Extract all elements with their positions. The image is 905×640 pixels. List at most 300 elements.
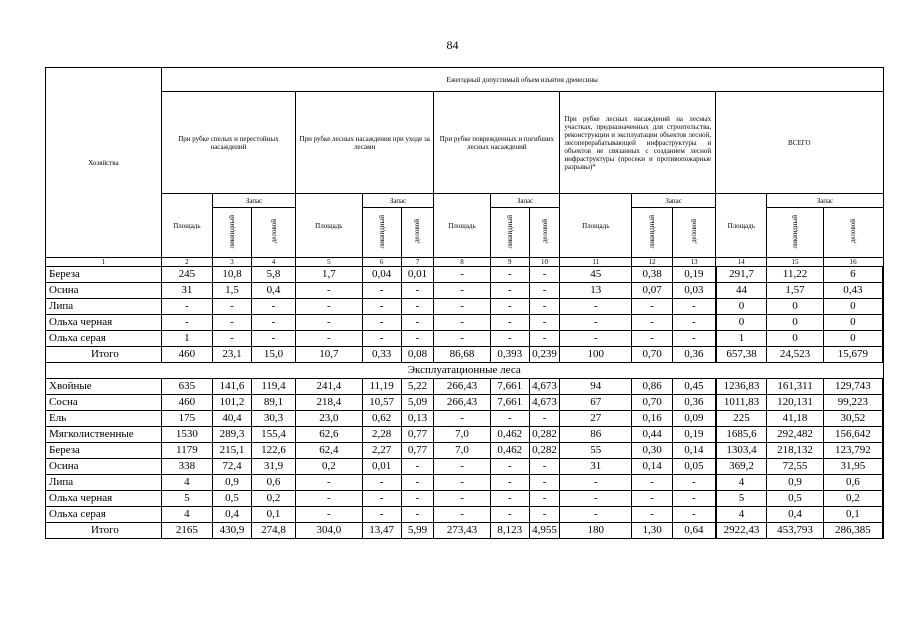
table-cell: 100 [560, 347, 632, 363]
table-cell: 1,57 [767, 283, 823, 299]
table-cell: 0,1 [251, 507, 295, 523]
table-cell: - [296, 507, 363, 523]
table-cell: 0,30 [632, 443, 673, 459]
table-cell: 2,28 [362, 427, 401, 443]
table-cell: - [529, 411, 560, 427]
table-cell: 0,2 [251, 491, 295, 507]
table-cell: 0 [716, 315, 767, 331]
table-cell: 0,01 [401, 267, 434, 283]
table-cell: 0,36 [673, 347, 716, 363]
table-cell: - [490, 491, 529, 507]
table-cell: 62,4 [296, 443, 363, 459]
table-cell: 0,14 [632, 459, 673, 475]
row-label: Липа [46, 475, 162, 491]
row-label: Хвойные [46, 379, 162, 395]
table-cell: - [401, 299, 434, 315]
table-cell: 8,123 [490, 523, 529, 539]
table-cell: 1179 [161, 443, 212, 459]
table-cell: - [632, 507, 673, 523]
table-cell: 0,33 [362, 347, 401, 363]
table-cell: 241,4 [296, 379, 363, 395]
table-cell: 86,68 [434, 347, 490, 363]
table-cell: 0,239 [529, 347, 560, 363]
table-cell: 0 [767, 331, 823, 347]
table-cell: 86 [560, 427, 632, 443]
column-number: 14 [716, 258, 767, 267]
area-header: Площадь [716, 194, 767, 258]
table-cell: 4 [161, 507, 212, 523]
group-header-infrastructure: При рубке лесных насаждений на лесных участках, предназначенных для строительства, реконструкции и эксплуатации объектов лесной, лесоперерабатывающей инфраструктуры и объектов не связанных с созданием лесной инфраструктуры (просеки и противопожарные разрывы)* [560, 92, 716, 194]
table-cell: - [362, 299, 401, 315]
table-cell: - [251, 299, 295, 315]
table-cell: 1,30 [632, 523, 673, 539]
table-cell: 0,4 [767, 507, 823, 523]
column-number: 4 [251, 258, 295, 267]
table-cell: - [296, 475, 363, 491]
table-cell: - [673, 475, 716, 491]
table-cell: 0,07 [632, 283, 673, 299]
table-cell: - [490, 459, 529, 475]
table-cell: 0,5 [767, 491, 823, 507]
table-cell: 7,661 [490, 379, 529, 395]
table-cell: - [632, 475, 673, 491]
table-cell: 1303,4 [716, 443, 767, 459]
section1-body [46, 267, 884, 363]
table-cell: 0,4 [213, 507, 252, 523]
table-row [46, 523, 884, 539]
table-cell: - [362, 331, 401, 347]
table-cell: 99,223 [823, 395, 883, 411]
table-cell: 161,311 [767, 379, 823, 395]
table-cell: 0,04 [362, 267, 401, 283]
table-cell: 94 [560, 379, 632, 395]
row-label: Ольха серая [46, 507, 162, 523]
column-number: 5 [296, 258, 363, 267]
table-cell: 304,0 [296, 523, 363, 539]
table-cell: 4,673 [529, 379, 560, 395]
column-number: 3 [213, 258, 252, 267]
table-cell: - [362, 315, 401, 331]
table-row [46, 283, 884, 299]
table-cell: 7,661 [490, 395, 529, 411]
table-cell: 31,9 [251, 459, 295, 475]
table-cell: 1,5 [213, 283, 252, 299]
table-cell: 291,7 [716, 267, 767, 283]
table-cell: - [401, 507, 434, 523]
table-cell: 41,18 [767, 411, 823, 427]
table-cell: 0,64 [673, 523, 716, 539]
table-cell: 30,52 [823, 411, 883, 427]
table-cell: 0,462 [490, 427, 529, 443]
table-cell: 0,05 [673, 459, 716, 475]
table-cell: - [296, 331, 363, 347]
table-cell: 0,1 [823, 507, 883, 523]
table-cell: - [560, 475, 632, 491]
table-cell: - [296, 315, 363, 331]
table-cell: 62,6 [296, 427, 363, 443]
table-cell: 0,16 [632, 411, 673, 427]
table-cell: - [529, 459, 560, 475]
table-cell: 44 [716, 283, 767, 299]
liquid-header: ликвидный [648, 214, 657, 249]
row-label: Ольха черная [46, 491, 162, 507]
table-cell: 72,4 [213, 459, 252, 475]
table-cell: - [434, 507, 490, 523]
table-cell: 7,0 [434, 427, 490, 443]
table-cell: 55 [560, 443, 632, 459]
table-cell: 2,27 [362, 443, 401, 459]
table-cell: 430,9 [213, 523, 252, 539]
table-cell: - [490, 299, 529, 315]
table-cell: 2922,43 [716, 523, 767, 539]
area-header: Площадь [296, 194, 363, 258]
table-cell: 72,55 [767, 459, 823, 475]
table-row [46, 411, 884, 427]
table-cell: - [490, 315, 529, 331]
table-cell: 292,482 [767, 427, 823, 443]
row-label: Мягколиственные [46, 427, 162, 443]
table-cell: - [213, 299, 252, 315]
table-cell: - [632, 315, 673, 331]
table-cell: 0,9 [767, 475, 823, 491]
table-cell: 0 [823, 331, 883, 347]
table-cell: 0 [767, 315, 823, 331]
table-cell: 0,38 [632, 267, 673, 283]
table-cell: 1011,83 [716, 395, 767, 411]
table-cell: 0 [767, 299, 823, 315]
table-cell: 180 [560, 523, 632, 539]
table-cell: 156,642 [823, 427, 883, 443]
table-cell: - [673, 491, 716, 507]
table-cell: 0,09 [673, 411, 716, 427]
table-cell: 245 [161, 267, 212, 283]
harvest-volume-table [45, 67, 884, 539]
table-cell: - [490, 411, 529, 427]
table-cell: 0,282 [529, 443, 560, 459]
table-cell: 0,14 [673, 443, 716, 459]
stock-header: Запас [632, 194, 716, 208]
stock-header: Запас [362, 194, 434, 208]
table-cell: 0 [823, 315, 883, 331]
table-cell: 23,0 [296, 411, 363, 427]
table-cell: - [296, 491, 363, 507]
table-cell: 0,2 [823, 491, 883, 507]
table-cell: 4,955 [529, 523, 560, 539]
table-cell: 5,8 [251, 267, 295, 283]
table-cell: 0,86 [632, 379, 673, 395]
table-cell: - [362, 475, 401, 491]
table-cell: 5,22 [401, 379, 434, 395]
table-row [46, 459, 884, 475]
table-row [46, 443, 884, 459]
table-cell: - [251, 315, 295, 331]
table-cell: 225 [716, 411, 767, 427]
area-header: Площадь [434, 194, 490, 258]
table-cell: - [362, 491, 401, 507]
table-cell: 4,673 [529, 395, 560, 411]
annual-volume-header: Ежегодный допустимый объем изъятия древесины [161, 68, 883, 92]
row-label: Ольха серая [46, 331, 162, 347]
table-cell: 122,6 [251, 443, 295, 459]
table-cell: 1 [161, 331, 212, 347]
table-cell: 7,0 [434, 443, 490, 459]
table-cell: 273,43 [434, 523, 490, 539]
column-number: 6 [362, 258, 401, 267]
row-label: Ольха черная [46, 315, 162, 331]
table-cell: 0,45 [673, 379, 716, 395]
table-cell: - [529, 475, 560, 491]
table-cell: 31,95 [823, 459, 883, 475]
table-cell: 101,2 [213, 395, 252, 411]
table-cell: - [434, 315, 490, 331]
table-cell: 0,62 [362, 411, 401, 427]
table-cell: 120,131 [767, 395, 823, 411]
table-cell: 40,4 [213, 411, 252, 427]
table-cell: 13 [560, 283, 632, 299]
table-cell: 4 [161, 475, 212, 491]
table-cell: - [401, 331, 434, 347]
table-cell: 0,01 [362, 459, 401, 475]
table-cell: - [434, 411, 490, 427]
table-cell: 635 [161, 379, 212, 395]
table-cell: 45 [560, 267, 632, 283]
table-cell: 0,4 [251, 283, 295, 299]
table-cell: 0,462 [490, 443, 529, 459]
table-cell: - [529, 507, 560, 523]
table-cell: - [529, 315, 560, 331]
table-cell: - [401, 315, 434, 331]
table-cell: 10,8 [213, 267, 252, 283]
table-cell: 0 [716, 299, 767, 315]
table-cell: 89,1 [251, 395, 295, 411]
table-cell: - [560, 299, 632, 315]
table-cell: 338 [161, 459, 212, 475]
table-cell: - [560, 491, 632, 507]
table-cell: - [434, 299, 490, 315]
owner-header: Хозяйства [46, 68, 162, 258]
column-number: 11 [560, 258, 632, 267]
column-number-row [46, 258, 884, 267]
column-number: 9 [490, 258, 529, 267]
table-cell: 11,19 [362, 379, 401, 395]
business-header: деловой [540, 219, 549, 244]
column-number: 1 [46, 258, 162, 267]
table-cell: 1 [716, 331, 767, 347]
table-cell: 5,09 [401, 395, 434, 411]
business-header: деловой [413, 219, 422, 244]
table-cell: 10,7 [296, 347, 363, 363]
table-cell: 0,77 [401, 443, 434, 459]
business-header: деловой [690, 219, 699, 244]
table-cell: - [161, 299, 212, 315]
table-cell: - [529, 491, 560, 507]
table-cell: 5,99 [401, 523, 434, 539]
table-cell: - [296, 283, 363, 299]
group-header-total: ВСЕГО [716, 92, 883, 194]
table-cell: 266,43 [434, 395, 490, 411]
table-cell: - [673, 331, 716, 347]
column-number: 10 [529, 258, 560, 267]
table-row [46, 267, 884, 283]
table-row [46, 507, 884, 523]
table-cell: 0,77 [401, 427, 434, 443]
liquid-header: ликвидный [377, 214, 386, 249]
table-cell: 5 [716, 491, 767, 507]
table-row [46, 299, 884, 315]
column-number: 12 [632, 258, 673, 267]
row-label: Осина [46, 283, 162, 299]
table-row [46, 475, 884, 491]
table-cell: 215,1 [213, 443, 252, 459]
table-cell: - [434, 475, 490, 491]
row-label: Сосна [46, 395, 162, 411]
table-cell: 10,57 [362, 395, 401, 411]
table-cell: - [490, 331, 529, 347]
table-cell: - [632, 491, 673, 507]
table-row [46, 379, 884, 395]
section-title: Эксплуатационные леса [46, 363, 884, 379]
table-cell: 11,22 [767, 267, 823, 283]
table-cell: 31 [560, 459, 632, 475]
business-header: деловой [849, 219, 858, 244]
table-row [46, 315, 884, 331]
group-header-damaged: При рубке поврежденных и погибших лесных насаждений [434, 92, 560, 194]
table-cell: 0,08 [401, 347, 434, 363]
table-cell: 453,793 [767, 523, 823, 539]
table-cell: - [296, 299, 363, 315]
table-cell: 460 [161, 347, 212, 363]
row-label: Осина [46, 459, 162, 475]
table-row [46, 331, 884, 347]
table-cell: 0,70 [632, 395, 673, 411]
table-cell: - [401, 459, 434, 475]
table-cell: 1,7 [296, 267, 363, 283]
table-cell: - [529, 331, 560, 347]
table-cell: - [213, 315, 252, 331]
table-cell: 13,47 [362, 523, 401, 539]
table-cell: - [673, 315, 716, 331]
table-cell: - [529, 283, 560, 299]
section2-body [46, 379, 884, 539]
table-cell: 0,6 [823, 475, 883, 491]
table-cell: 0,19 [673, 267, 716, 283]
table-cell: - [529, 299, 560, 315]
table-cell: 0,2 [296, 459, 363, 475]
table-cell: 6 [823, 267, 883, 283]
table-cell: 0,393 [490, 347, 529, 363]
column-number: 15 [767, 258, 823, 267]
table-cell: 0,282 [529, 427, 560, 443]
table-cell: 0,03 [673, 283, 716, 299]
table-cell: - [434, 267, 490, 283]
table-cell: 27 [560, 411, 632, 427]
table-cell: - [490, 507, 529, 523]
table-cell: - [434, 331, 490, 347]
stock-header: Запас [213, 194, 296, 208]
table-row [46, 347, 884, 363]
area-header: Площадь [560, 194, 632, 258]
table-cell: - [401, 283, 434, 299]
table-cell: - [401, 475, 434, 491]
table-cell: - [560, 315, 632, 331]
table-cell: - [673, 507, 716, 523]
table-cell: 0 [823, 299, 883, 315]
table-cell: 0,5 [213, 491, 252, 507]
table-cell: 123,792 [823, 443, 883, 459]
table-cell: 0,36 [673, 395, 716, 411]
table-cell: 274,8 [251, 523, 295, 539]
table-cell: 0,19 [673, 427, 716, 443]
table-cell: - [251, 331, 295, 347]
table-cell: - [560, 507, 632, 523]
liquid-header: ликвидный [505, 214, 514, 249]
table-row [46, 427, 884, 443]
row-label: Ель [46, 411, 162, 427]
table-cell: 657,38 [716, 347, 767, 363]
table-row [46, 491, 884, 507]
row-label: Итого [46, 523, 162, 539]
table-cell: 1236,83 [716, 379, 767, 395]
table-cell: - [362, 283, 401, 299]
table-cell: 15,679 [823, 347, 883, 363]
area-header: Площадь [161, 194, 212, 258]
table-cell: - [632, 299, 673, 315]
column-number: 7 [401, 258, 434, 267]
table-cell: 0,70 [632, 347, 673, 363]
table-cell: - [490, 475, 529, 491]
table-cell: 286,385 [823, 523, 883, 539]
row-label: Береза [46, 443, 162, 459]
table-cell: 175 [161, 411, 212, 427]
table-cell: 5 [161, 491, 212, 507]
table-cell: 129,743 [823, 379, 883, 395]
table-cell: - [213, 331, 252, 347]
table-cell: 15,0 [251, 347, 295, 363]
liquid-header: ликвидный [228, 214, 236, 249]
table-cell: 369,2 [716, 459, 767, 475]
table-cell: - [401, 491, 434, 507]
page-number: 84 [446, 38, 459, 52]
table-cell: - [560, 331, 632, 347]
table-cell: 4 [716, 475, 767, 491]
table-cell: 289,3 [213, 427, 252, 443]
table-cell: 24,523 [767, 347, 823, 363]
table-cell: 1685,6 [716, 427, 767, 443]
table-cell: - [434, 459, 490, 475]
table-cell: 0,6 [251, 475, 295, 491]
table-cell: 23,1 [213, 347, 252, 363]
table-cell: - [673, 299, 716, 315]
table-cell: 266,43 [434, 379, 490, 395]
table-cell: 155,4 [251, 427, 295, 443]
column-number: 8 [434, 258, 490, 267]
table-cell: 1530 [161, 427, 212, 443]
table-row [46, 395, 884, 411]
table-cell: 460 [161, 395, 212, 411]
table-cell: 30,3 [251, 411, 295, 427]
table-cell: 141,6 [213, 379, 252, 395]
column-number: 13 [673, 258, 716, 267]
group-header-mature: При рубке спелых и перестойных насаждений [161, 92, 295, 194]
row-label: Липа [46, 299, 162, 315]
column-number: 2 [161, 258, 212, 267]
table-cell: 31 [161, 283, 212, 299]
row-label: Итого [46, 347, 162, 363]
table-cell: 0,13 [401, 411, 434, 427]
table-cell: 218,4 [296, 395, 363, 411]
table-cell: - [632, 331, 673, 347]
table-cell: 67 [560, 395, 632, 411]
